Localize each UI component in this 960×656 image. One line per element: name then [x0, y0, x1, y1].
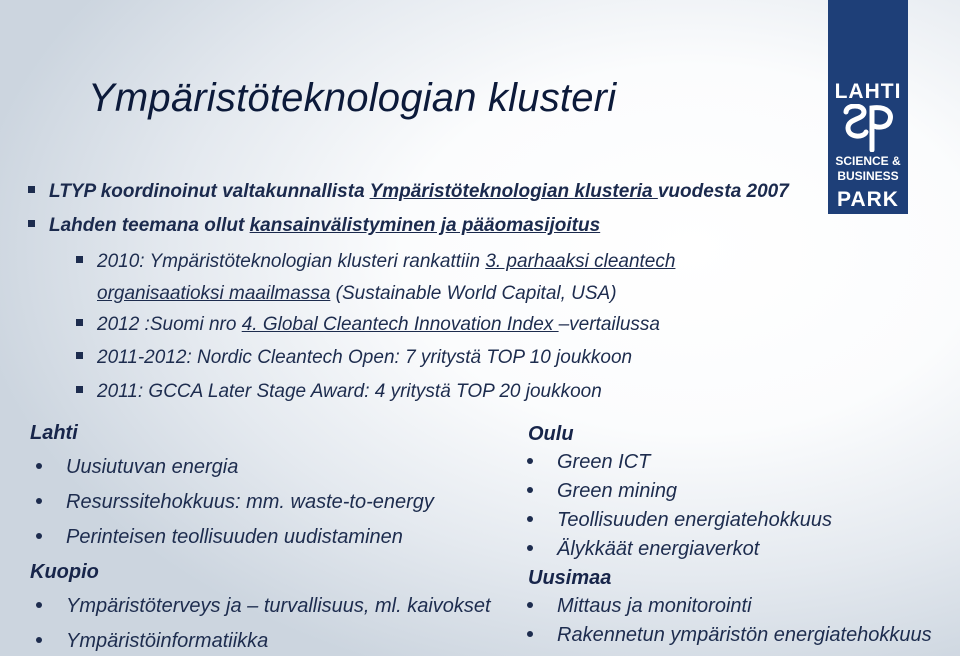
uusimaa-item: Mittaus ja monitorointi — [527, 595, 752, 618]
bullet-dot-icon — [36, 637, 42, 643]
heading-uusimaa: Uusimaa — [528, 567, 612, 589]
logo-line-business: BUSINESS — [837, 169, 899, 183]
square-bullet-icon — [76, 319, 83, 326]
link-3-parhaaksi[interactable]: 3. parhaaksi cleantech — [485, 251, 676, 272]
bullet-dot-icon — [527, 458, 533, 464]
oulu-item: Green ICT — [527, 451, 650, 474]
square-bullet-icon — [76, 386, 83, 393]
bullet-dot-icon — [36, 533, 42, 539]
point-lahden-teemana: Lahden teemana ollut kansainvälistyminen ja pääomasijoitus — [28, 215, 600, 237]
uusimaa-item: Rakennetun ympäristön energiatehokkuus — [527, 624, 932, 647]
square-bullet-icon — [28, 220, 35, 227]
heading-kuopio: Kuopio — [30, 561, 99, 583]
oulu-item: Älykkäät energiaverkot — [527, 538, 759, 561]
subpoint-2011-2012: 2011-2012: Nordic Cleantech Open: 7 yritystä TOP 10 joukkoon — [76, 342, 632, 374]
bullet-dot-icon — [527, 516, 533, 522]
logo-line-science: SCIENCE & — [835, 154, 901, 168]
link-ymparistoteknologian-klusteria[interactable]: Ympäristöteknologian klusteria — [369, 181, 658, 202]
oulu-item: Teollisuuden energiatehokkuus — [527, 509, 832, 532]
logo-word-science-business — [828, 154, 908, 184]
square-bullet-icon — [28, 186, 35, 193]
heading-lahti: Lahti — [30, 422, 78, 444]
logo-word-park: PARK — [837, 188, 899, 211]
bullet-dot-icon — [36, 498, 42, 504]
square-bullet-icon — [76, 352, 83, 359]
slide-title: Ympäristöteknologian klusteri — [88, 76, 617, 120]
lahti-item: Resurssitehokkuus: mm. waste-to-energy — [36, 491, 434, 514]
bullet-dot-icon — [36, 602, 42, 608]
logo-mark-icon — [842, 104, 894, 152]
point-ltyp: LTYP koordinoinut valtakunnallista Ympäristöteknologian klusteria vuodesta 2007 — [28, 181, 789, 203]
subpoint-2011: 2011: GCCA Later Stage Award: 4 yritystä TOP 20 joukkoon — [76, 376, 602, 408]
lahti-science-business-park-logo — [828, 0, 908, 214]
subpoint-2012: 2012 :Suomi nro 4. Global Cleantech Innovation Index –vertailussa — [76, 309, 660, 341]
oulu-item: Green mining — [527, 480, 677, 503]
kuopio-item: Ympäristöterveys ja – turvallisuus, ml. kaivokset — [36, 595, 491, 618]
link-kansainvalistyminen[interactable]: kansainvälistyminen ja pääomasijoitus — [249, 215, 601, 236]
logo-word-lahti: LAHTI — [834, 80, 902, 103]
link-organisaatioksi[interactable]: organisaatioksi maailmassa — [97, 283, 331, 304]
bullet-dot-icon — [527, 545, 533, 551]
heading-oulu: Oulu — [528, 423, 574, 445]
bullet-dot-icon — [527, 487, 533, 493]
square-bullet-icon — [76, 256, 83, 263]
kuopio-item: Ympäristöinformatiikka — [36, 630, 268, 653]
lahti-item: Perinteisen teollisuuden uudistaminen — [36, 526, 403, 549]
bullet-dot-icon — [527, 631, 533, 637]
bullet-dot-icon — [527, 602, 533, 608]
lahti-item: Uusiutuvan energia — [36, 456, 238, 479]
subpoint-2010: 2010: Ympäristöteknologian klusteri rankattiin 3. parhaaksi cleantech organisaatioksi maailmassa (Sustainable World Capital, USA) — [76, 246, 675, 310]
link-global-cleantech-index[interactable]: 4. Global Cleantech Innovation Index — [241, 314, 559, 335]
bullet-dot-icon — [36, 463, 42, 469]
